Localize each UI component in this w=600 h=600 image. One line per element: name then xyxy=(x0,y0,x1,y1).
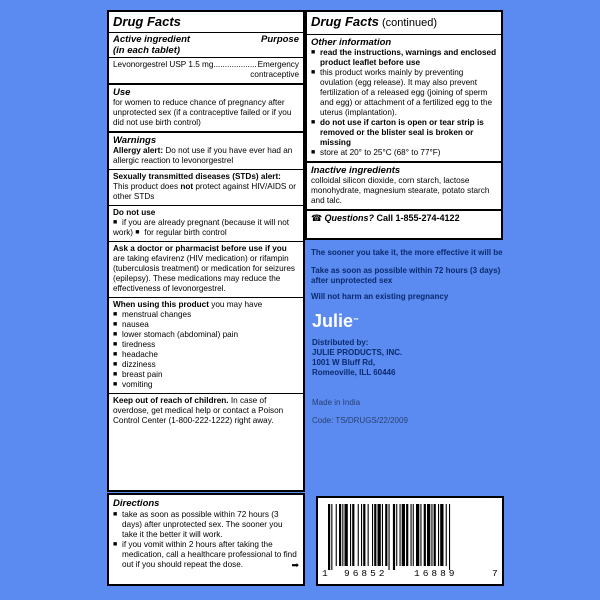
purpose-line2: contraceptive xyxy=(250,70,299,79)
julie-logo xyxy=(312,311,359,331)
purpose-line1: Emergency xyxy=(257,60,299,69)
barcode-bar xyxy=(424,504,426,566)
continued-title xyxy=(311,14,497,31)
barcode-bar xyxy=(372,504,373,566)
address-line-2: Romeoville, ILL 60446 xyxy=(312,368,396,377)
directions-item-1: ■ take as soon as possible within 72 hours (3 days) after unprotected sex. The sooner you take it the better it will work. xyxy=(113,510,299,540)
side-effect-item: ■ vomiting xyxy=(113,380,299,390)
continued-title-suffix: (continued) xyxy=(378,17,437,29)
inactive-ingredients-section xyxy=(307,163,501,211)
continued-title-main: Drug Facts xyxy=(311,14,379,29)
barcode-bar xyxy=(446,504,447,566)
barcode-bar xyxy=(336,504,337,566)
directions-heading: Directions xyxy=(113,498,160,509)
active-ingredient-block xyxy=(109,33,303,85)
address-line-1: 1001 W Bluff Rd, xyxy=(312,358,376,367)
directions-panel xyxy=(107,493,305,586)
inactive-ingredients-text: colloidal silicon dioxide, corn starch, lactose monohydrate, magnesium stearate, potato starch and talc. xyxy=(311,176,490,205)
barcode-bar xyxy=(374,504,376,566)
barcode-bar xyxy=(393,504,395,570)
barcode-bar xyxy=(413,504,414,566)
product-code: Code: TS/DRUGS/22/2009 xyxy=(312,416,408,425)
side-effect-item: ■ headache xyxy=(113,350,299,360)
ask-doctor-text: are taking efavirenz (HIV medication) or rifampin (tuberculosis treatment) or medication for seizures (epilepsy). These medications may reduce the effectiveness of levonorgestrel. xyxy=(113,254,296,293)
barcode-group-1: 96852 xyxy=(344,568,388,579)
barcode-bar xyxy=(382,504,383,566)
when-using-text: you may have xyxy=(208,300,263,309)
barcode-group-2: 16889 xyxy=(414,568,458,579)
barcode-bar xyxy=(389,504,390,570)
barcode-bar xyxy=(420,504,421,566)
other-info-item-4: ■ store at 20° to 25°C (68° to 77°F) xyxy=(311,148,497,158)
barcode-bar xyxy=(363,504,365,566)
other-info-item-1: ■ read the instructions, warnings and enclosed product leaflet before use xyxy=(311,48,497,68)
side-effect-item: ■ nausea xyxy=(113,320,299,330)
barcode-bar xyxy=(345,504,348,566)
barcode-bar xyxy=(350,504,351,566)
keep-out-text: In case of overdose, get medical help or contact a Poison Control Center (1-800-222-1222) right away. xyxy=(113,396,284,425)
active-ingredient-subheading: (in each tablet) xyxy=(109,45,303,58)
barcode-bar xyxy=(434,504,436,566)
barcode-bar xyxy=(416,504,419,566)
std-text-b: protect against HIV/AIDS or other STDs xyxy=(113,182,296,201)
drug-facts-continued-panel xyxy=(305,10,503,240)
warnings-heading: Warnings xyxy=(113,135,157,146)
info-line-3: Will not harm an existing pregnancy xyxy=(311,292,449,301)
barcode-bar xyxy=(427,504,430,566)
continued-title-section xyxy=(307,12,501,35)
drug-facts-panel xyxy=(107,10,305,492)
keep-out-section xyxy=(109,394,303,429)
barcode-digits xyxy=(318,568,502,580)
ingredient-dots: ................... xyxy=(213,60,257,69)
trademark-mark: ™ xyxy=(353,318,360,324)
ask-doctor-label: Ask a doctor or pharmacist before use if you xyxy=(113,244,287,253)
do-not-use-item-1: ■ if you are already pregnant (because it will not work) xyxy=(113,218,289,237)
drug-facts-title: Drug Facts xyxy=(113,14,181,29)
do-not-use-heading: Do not use xyxy=(113,208,156,217)
barcode-bar xyxy=(358,504,359,566)
use-text: for women to reduce chance of pregnancy after unprotected sex (if a contraceptive failed or if you did not use birth control) xyxy=(113,98,292,127)
barcode-bar xyxy=(449,504,450,570)
active-ingredient-section xyxy=(109,12,303,33)
barcode-bar xyxy=(438,504,439,566)
barcode-bar xyxy=(411,504,412,566)
allergy-label: Allergy alert: xyxy=(113,146,164,155)
barcode-box xyxy=(316,496,504,586)
ask-doctor-section xyxy=(109,242,303,298)
do-not-use-item-2: ■ for regular birth control xyxy=(135,228,226,237)
info-line-1: The sooner you take it, the more effective it will be xyxy=(311,248,503,257)
barcode-bar xyxy=(396,504,397,566)
directions-item-2: ■ if you vomit within 2 hours after taking the medication, call a healthcare professional to find out if you should repeat the dose. xyxy=(113,540,299,570)
barcode-bar xyxy=(440,504,443,566)
std-text-a: This product does xyxy=(113,182,181,191)
use-section xyxy=(109,85,303,133)
barcode-digit-right: 7 xyxy=(492,568,498,579)
barcode-bar xyxy=(402,504,405,566)
barcode-bar xyxy=(361,504,362,566)
purpose-heading: Purpose xyxy=(260,34,299,45)
barcode-bar xyxy=(352,504,354,566)
questions-section xyxy=(307,211,501,227)
questions-phone: Call 1-855-274-4122 xyxy=(374,213,460,223)
info-line-2: Take as soon as possible within 72 hours (3 days) after unprotected sex xyxy=(311,266,501,285)
barcode-bar xyxy=(368,504,369,566)
questions-label: Questions? xyxy=(324,213,375,223)
distributed-by: Distributed by: xyxy=(312,338,369,347)
barcode-bar xyxy=(331,504,332,570)
barcode-bar xyxy=(328,504,330,570)
phone-icon: ☎ xyxy=(311,213,323,223)
brand-name: Julie xyxy=(312,311,354,331)
side-effect-item: ■ menstrual changes xyxy=(113,310,299,320)
ingredient-name: Levonorgestrel USP 1.5 mg xyxy=(113,60,214,69)
barcode-bar xyxy=(339,504,341,566)
side-effect-item: ■ tiredness xyxy=(113,340,299,350)
distributor-block xyxy=(312,338,492,378)
do-not-use-section xyxy=(109,206,303,242)
side-effect-item: ■ lower stomach (abdominal) pain xyxy=(113,330,299,340)
barcode-bar xyxy=(385,504,387,566)
use-heading: Use xyxy=(113,87,131,98)
other-information-heading: Other information xyxy=(311,37,392,48)
other-info-item-3: ■ do not use if carton is open or tear strip is removed or the blister seal is broken or missing xyxy=(311,118,497,148)
company-name: JULIE PRODUCTS, INC. xyxy=(312,348,403,357)
active-ingredient-heading: Active ingredient xyxy=(113,34,191,45)
barcode-bar xyxy=(378,504,381,566)
side-effect-item: ■ dizziness xyxy=(113,360,299,370)
made-in-text: Made in India xyxy=(312,398,361,407)
when-using-section xyxy=(109,298,303,394)
other-info-item-2: ■ this product works mainly by preventing ovulation (egg release). It may also prevent fertilization of a released egg (joining of sperm and egg) or attachment of a fertilized egg to the uterus (implantation). xyxy=(311,68,497,118)
barcode-bar xyxy=(342,504,343,566)
side-effect-item: ■ breast pain xyxy=(113,370,299,380)
barcode-bars xyxy=(328,504,494,570)
continue-arrow-icon: ➡ xyxy=(291,560,299,570)
std-label: Sexually transmitted diseases (STDs) alert: xyxy=(113,172,281,181)
std-text-not: not xyxy=(180,182,194,191)
inactive-ingredients-heading: Inactive ingredients xyxy=(311,165,401,176)
warnings-allergy-section xyxy=(109,133,303,170)
barcode-bar xyxy=(406,504,408,566)
when-using-label: When using this product xyxy=(113,300,209,309)
barcode-bar xyxy=(400,504,401,566)
keep-out-label: Keep out of reach of children. xyxy=(113,396,229,405)
allergy-text: Do not use if you have ever had an allergic reaction to levonorgestrel xyxy=(113,146,293,165)
barcode-bar xyxy=(431,504,432,566)
other-information-section xyxy=(307,35,501,163)
std-section xyxy=(109,170,303,206)
barcode-digit-left: 1 xyxy=(322,568,328,579)
